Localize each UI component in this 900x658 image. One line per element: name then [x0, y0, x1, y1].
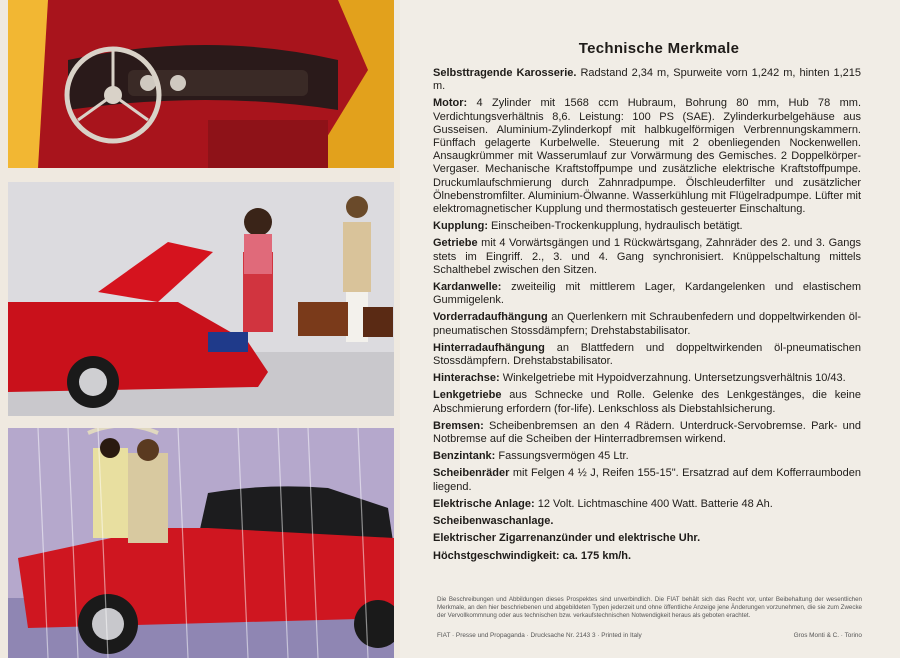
- spec-label: Vorderradaufhängung: [433, 311, 548, 324]
- spec-label: Benzintank:: [433, 450, 496, 463]
- spec-paragraph: [433, 67, 861, 93]
- spec-text: Scheibenbremsen an den 4 Rädern. Unterdruck-Servobremse. Park- und Notbremse auf die Scheiben der Hinterradbremsen wirkend.: [433, 419, 861, 446]
- spec-bold-line: Scheibenwaschanlage.: [433, 515, 554, 528]
- spec-paragraph: [433, 342, 861, 368]
- footer-left: FIAT · Presse und Propaganda · Drucksache Nr. 2143 3 · Printed in Italy: [437, 632, 642, 639]
- spec-text: Winkelgetriebe mit Hypoidverzahnung. Untersetzungsverhältnis 10/43.: [499, 372, 846, 385]
- spec-label: Bremsen:: [433, 419, 484, 432]
- spec-paragraph: [433, 372, 861, 385]
- red-convertible-in-rain-photo: [8, 428, 394, 658]
- spec-label: Hinterradaufhängung: [433, 341, 545, 354]
- spec-text: mit Felgen 4 ½ J, Reifen 155-15". Ersatzrad auf dem Kofferraumboden liegend.: [433, 467, 861, 493]
- footer-right: Gros Monti & C. · Torino: [793, 632, 862, 639]
- spec-label: Kardanwelle:: [433, 281, 502, 294]
- spec-text-column: [433, 40, 861, 567]
- spec-paragraph: [433, 220, 861, 233]
- spec-label: Lenkgetriebe: [433, 389, 502, 402]
- spec-paragraph: [433, 389, 861, 415]
- red-convertible-with-people-photo: [8, 182, 394, 416]
- spec-bold-line: Elektrischer Zigarrenanzünder und elektrische Uhr.: [433, 532, 701, 545]
- spec-bold-line: Höchstgeschwindigkeit: ca. 175 km/h.: [433, 549, 632, 562]
- spec-paragraph: [433, 450, 861, 463]
- spec-bold-lines: [433, 515, 861, 563]
- spec-label: Motor:: [433, 97, 468, 110]
- spec-text: zweiteilig mit mittlerem Lager, Kardangelenken und elastischem Gummigelenk.: [433, 281, 861, 307]
- spec-text: Einscheiben-Trockenkupplung, hydraulisch betätigt.: [487, 220, 743, 233]
- spec-label: Hinterachse:: [433, 372, 500, 385]
- spec-paragraph: [433, 498, 861, 511]
- spec-text: an Querlenkern mit Schraubenfedern und doppeltwirkenden öl-pneumatischen Stossdämpfern; Drehstabstabilisator.: [433, 311, 861, 337]
- photo-column: [0, 0, 400, 658]
- spec-label: Scheibenräder: [433, 467, 510, 480]
- spec-text: an Blattfedern und doppeltwirkenden öl-pneumatischen Stossdämpfern. Drehstabstabilisator.: [433, 341, 861, 368]
- spec-text: 12 Volt. Lichtmaschine 400 Watt. Batterie 48 Ah.: [534, 497, 773, 510]
- spec-paragraph: [433, 281, 861, 307]
- page-title: Technische Merkmale: [578, 40, 740, 57]
- spec-text: 4 Zylinder mit 1568 ccm Hubraum, Bohrung 80 mm, Hub 78 mm. Verdichtungsverhältnis 8,6. Leistung: 100 PS (SAE). Zylinderkurbelgehäuse aus Gusseisen. Aluminium-Zylinderkopf mit halbkugelförmigen Verbrennungskammern. Fünffach gelagerte Kurbelwelle. Steuerung mit 2 obenliegenden Nockenwellen. Ansaugkrümmer mit Wasserumlauf zur Vorwärmung des Gemisches. 2 Doppelkörper-Vergaser. Mechanische Kraftstoffpumpe und zusätzliche elektrische Kraftstoffpumpe. Druckumlaufschmierung durch Zahnradpumpe. Ölschleuderfilter und zusätzlicher Ölnebenstromfilter. Aluminium-Ölwanne. Wasserkühlung mit Flügelradpumpe. Lüfter mit elektromagnetischer Kupplung und thermostatisch gesteuerter Einschaltung.: [433, 97, 861, 216]
- interior-steering-wheel-photo: [8, 0, 394, 168]
- spec-text: mit 4 Vorwärtsgängen und 1 Rückwärtsgang, Zahnräder des 2. und 3. Gangs stets im Eingriff. 2., 3. und 4. Gang synchronisiert. Knüppelschaltung mittels Schalthebel zwischen den Sitzen.: [433, 237, 861, 276]
- spec-paragraph: [433, 97, 861, 216]
- spec-paragraph: [433, 420, 861, 446]
- spec-sections: [433, 67, 861, 511]
- spec-label: Selbsttragende Karosserie.: [433, 67, 577, 79]
- spec-label: Elektrische Anlage:: [433, 497, 535, 510]
- spec-paragraph: [433, 467, 861, 493]
- spec-label: Getriebe: [433, 237, 478, 250]
- spec-label: Kupplung:: [433, 220, 488, 233]
- footer: [437, 632, 862, 639]
- spec-paragraph: [433, 311, 861, 337]
- spec-text: aus Schnecke und Rolle. Gelenke des Lenkgestänges, die keine Abschmierung erfordern (for-life). Lenkschloss als Diebstahlsicherung.: [433, 389, 861, 415]
- spec-text: Radstand 2,34 m, Spurweite vorn 1,242 m, hinten 1,215 m.: [433, 67, 862, 93]
- disclaimer: Die Beschreibungen und Abbildungen dieses Prospektes sind unverbindlich. Die FIAT behält sich das Recht vor, unter Beibehaltung der wesentlichen Merkmale, an den hier beschriebenen und abgebildeten Typen jederzeit und ohne öffentliche Anzeige jene Änderungen vorzunehmen, die sie zum Zwecke der Vervollkommnung oder aus technischen bzw. verkaufstechnischen Notwendigkeit heraus als geboten erachtet.: [437, 596, 862, 619]
- spec-paragraph: [433, 237, 861, 277]
- spec-text: Fassungsvermögen 45 Ltr.: [495, 450, 629, 463]
